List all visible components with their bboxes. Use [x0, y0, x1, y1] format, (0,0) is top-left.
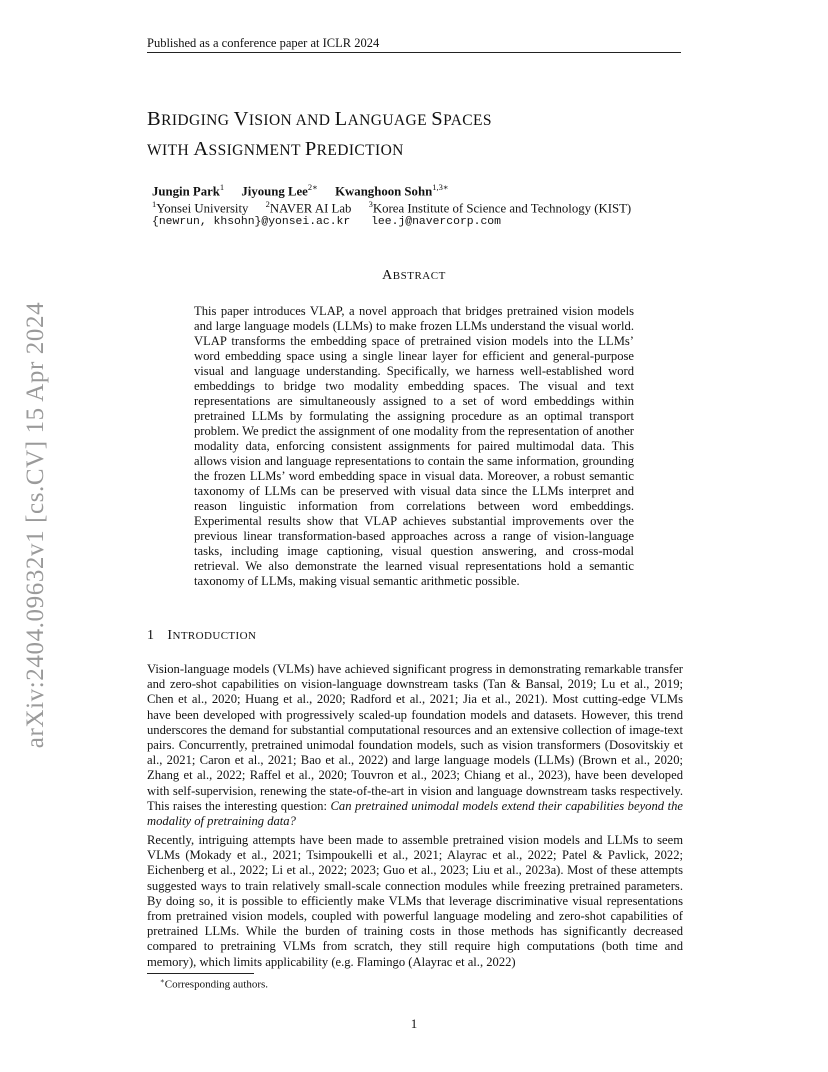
abstract-body: This paper introduces VLAP, a novel approach that bridges pretrained vision models and large language models (LLMs) to make frozen LLMs understand the visual world. VLAP transforms the embedding space of pretrained vision models into the LLMs’ word embedding space using a single linear layer for efficient and general-purpose visual and language understanding. Specifically, we harness well-established word embeddings to bridge two modality embedding spaces. The visual and text representations are simultaneously assigned to a set of word embeddings within pretrained LLMs by formulating the assigning procedure as an optimal transport problem. We predict the assignment of one modality from the representation of another modality data, enforcing consistent assignments for paired multimodal data. This allows vision and language representations to contain the same information, grounding the frozen LLMs’ word embedding space in visual data. Moreover, a robust semantic taxonomy of LLMs can be preserved with visual data since the LLMs interpret and reason linguistic information from correlations between word embeddings. Experimental results show that VLAP achieves substantial improvements over the previous linear transformation-based approaches across a range of vision-language tasks, including image captioning, visual question answering, and cross-modal retrieval. We also demonstrate the learned visual representations hold a semantic taxonomy of LLMs, making visual semantic arithmetic possible. [194, 304, 634, 588]
section-heading: 1 INTRODUCTION [147, 628, 257, 643]
email: lee.j@navercorp.com [371, 216, 501, 228]
research-question: Can pretrained unimodal models extend their capabilities beyond the modality of pretraining data? [147, 798, 683, 829]
intro-paragraph-2: Recently, intriguing attempts have been made to assemble pretrained vision models and LLMs to seem VLMs (Mokady et al., 2021; Tsimpoukelli et al., 2021; Alayrac et al., 2022; Patel & Pavlick, 2022; Eichenberg et al., 2022; Li et al., 2022; 2023; Guo et al., 2023; Liu et al., 2023a). Most of these attempts suggested ways to train relatively small-scale connection modules while freezing pretrained parameters. By doing so, it is possible to efficiently make VLMs that leverage discriminative visual representations from pretrained vision models, coupled with powerful language modeling and zero-shot capabilities of pretrained LLMs. While the burden of training costs in those methods has significantly decreased compared to pretraining VLMs from scratch, they still require high computations (both time and memory), which limits applicability (e.g. Flamingo (Alayrac et al., 2022) [147, 833, 683, 969]
email: {newrun, khsohn}@yonsei.ac.kr [152, 216, 351, 228]
author-list: Jungin Park$^1$ Jiyoung Lee$^{2∗}$ Kwanghoon Sohn$^{1,3∗}$ [152, 182, 449, 199]
author-name: Kwanghoon Sohn [335, 184, 433, 199]
title-line-2: WITH ASSIGNMENT PREDICTION [147, 138, 404, 160]
affiliations: $^1$Yonsei University $^2$NAVER AI Lab $^3$Korea Institute of Science and Technology (KIST) [152, 199, 632, 216]
affiliation: Yonsei University [156, 201, 249, 216]
author-name: Jungin Park [152, 184, 220, 199]
author-emails [152, 216, 501, 228]
footnote: ∗Corresponding authors. [160, 977, 269, 991]
footnote-rule [147, 973, 254, 974]
title-line-1: BRIDGING VISION AND LANGUAGE SPACES [147, 108, 492, 130]
running-header: Published as a conference paper at ICLR 2024 [147, 36, 380, 50]
affiliation: NAVER AI Lab [269, 201, 352, 216]
header-rule [147, 52, 681, 53]
affiliation: Korea Institute of Science and Technology (KIST) [372, 201, 632, 216]
intro-paragraph-1: Vision-language models (VLMs) have achieved significant progress in demonstrating remarkable transfer and zero-shot capabilities on vision-language downstream tasks (Tan & Bansal, 2019; Lu et al., 2019; Chen et al., 2020; Huang et al., 2020; Radford et al., 2021; Jia et al., 2021). Most cutting-edge VLMs have been developed with progressively scaled-up foundation models and datasets. However, this trend underscores the demand for substantial computational resources and an extensive collection of image-text pairs. Concurrently, pretrained unimodal foundation models, such as vision transformers (Dosovitskiy et al., 2021; Caron et al., 2021; Bao et al., 2022) and large language models (LLMs) (Brown et al., 2020; Zhang et al., 2022; Raffel et al., 2020; Touvron et al., 2023; Chiang et al., 2023), have been developed with self-supervision, renewing the state-of-the-art in vision and language downstream tasks respectively. This raises the interesting question: Can pretrained unimodal models extend their capabilities beyond the modality of pretraining data? [147, 662, 683, 829]
abstract-heading: ABSTRACT [382, 268, 446, 283]
author-name: Jiyoung Lee [241, 184, 308, 199]
paper-title [147, 105, 687, 165]
section-number: 1 [147, 628, 155, 643]
arxiv-identifier: arXiv:2404.09632v1 [cs.CV] 15 Apr 2024 [22, 301, 49, 749]
page-number: 1 [410, 1016, 418, 1031]
